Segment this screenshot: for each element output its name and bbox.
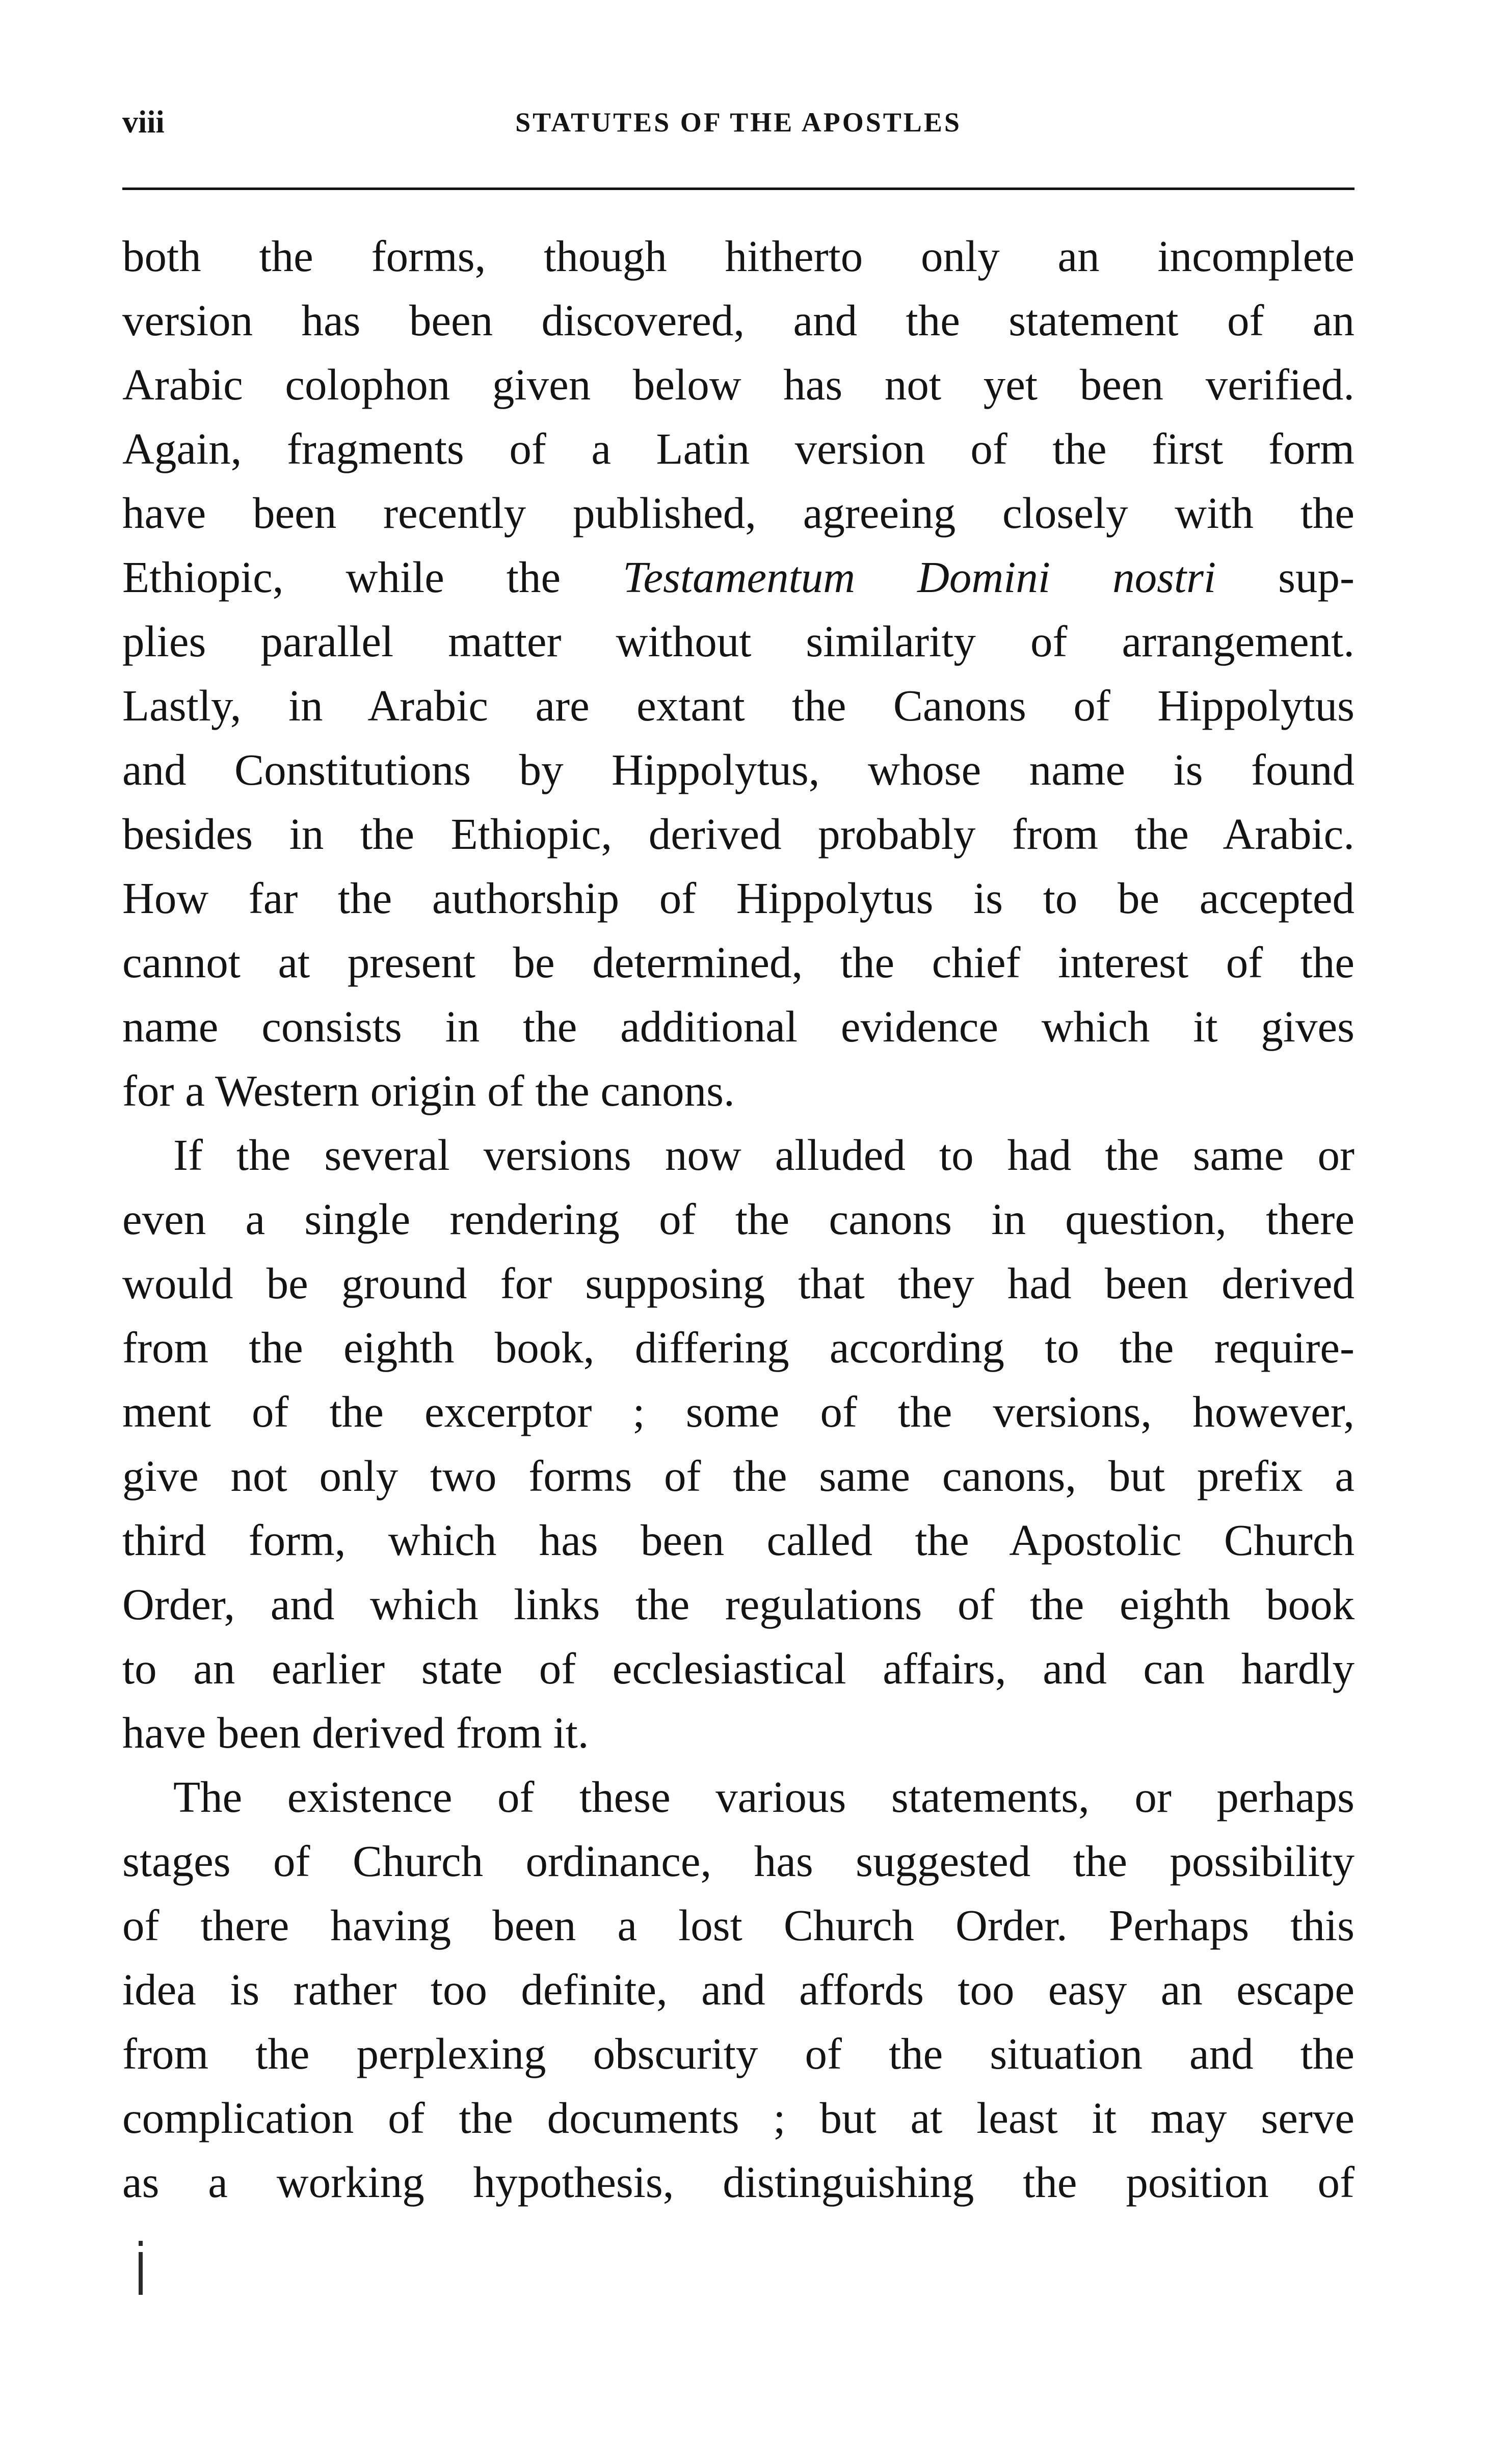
text-line: have been recently published, agreeing closely with the [122, 488, 1355, 538]
text-line: stages of Church ordinance, has suggested the possibility [122, 1836, 1355, 1886]
text-line: The existence of these various statements, or perhaps [173, 1772, 1355, 1822]
text-line: both the forms, though hitherto only an incomplete [122, 231, 1355, 281]
text-line: would be ground for supposing that they had been derived [122, 1258, 1355, 1308]
text-line: even a single rendering of the canons in question, there [122, 1194, 1355, 1244]
text-line: plies parallel matter without similarity of arrangement. [122, 617, 1355, 666]
text-line: have been derived from it. [122, 1708, 589, 1757]
text-segment: Ethiopic, while the [122, 552, 561, 602]
text-line: cannot at present be determined, the chief interest of the [122, 938, 1355, 987]
text-line: give not only two forms of the same canons, but prefix a [122, 1451, 1355, 1501]
text-line: as a working hypothesis, distinguishing the position of [122, 2157, 1355, 2207]
text-line: to an earlier state of ecclesiastical affairs, and can hardly [122, 1644, 1355, 1693]
text-line: from the eighth book, differing according to the require- [122, 1323, 1355, 1372]
page-header [122, 102, 1355, 143]
body-text [122, 224, 1355, 2214]
text-line: third form, which has been called the Apostolic Church [122, 1515, 1355, 1565]
text-line: idea is rather too definite, and affords too easy an escape [122, 1965, 1355, 2014]
text-line: How far the authorship of Hippolytus is to be accepted [122, 873, 1355, 923]
text-line: name consists in the additional evidence which it gives [122, 1002, 1355, 1051]
text-line: from the perplexing obscurity of the situation and the [122, 2029, 1355, 2078]
text-line: Lastly, in Arabic are extant the Canons of Hippolytus [122, 681, 1355, 730]
text-line: complication of the documents ; but at least it may serve [122, 2093, 1355, 2142]
text-line: ment of the excerptor ; some of the versions, however, [122, 1387, 1355, 1436]
text-line: Arabic colophon given below has not yet been verified. [122, 360, 1355, 409]
text-line: version has been discovered, and the statement of an [122, 296, 1355, 345]
text-segment: sup- [1278, 552, 1355, 602]
italic-title: Testamentum Domini nostri [623, 552, 1216, 602]
text-line: of there having been a lost Church Order. Perhaps this [122, 1900, 1355, 1950]
header-rule [122, 188, 1355, 190]
text-line: If the several versions now alluded to had the same or [173, 1130, 1355, 1180]
page-number: viii [122, 105, 165, 140]
running-title: STATUTES OF THE APOSTLES [515, 107, 962, 138]
text-line: besides in the Ethiopic, derived probably from the Arabic. [122, 809, 1355, 859]
text-line [122, 545, 1355, 609]
text-line: for a Western origin of the canons. [122, 1066, 735, 1115]
margin-mark [139, 2252, 143, 2295]
text-line: Again, fragments of a Latin version of the first form [122, 424, 1355, 473]
text-line: and Constitutions by Hippolytus, whose name is found [122, 745, 1355, 794]
text-line: Order, and which links the regulations of the eighth book [122, 1579, 1355, 1629]
